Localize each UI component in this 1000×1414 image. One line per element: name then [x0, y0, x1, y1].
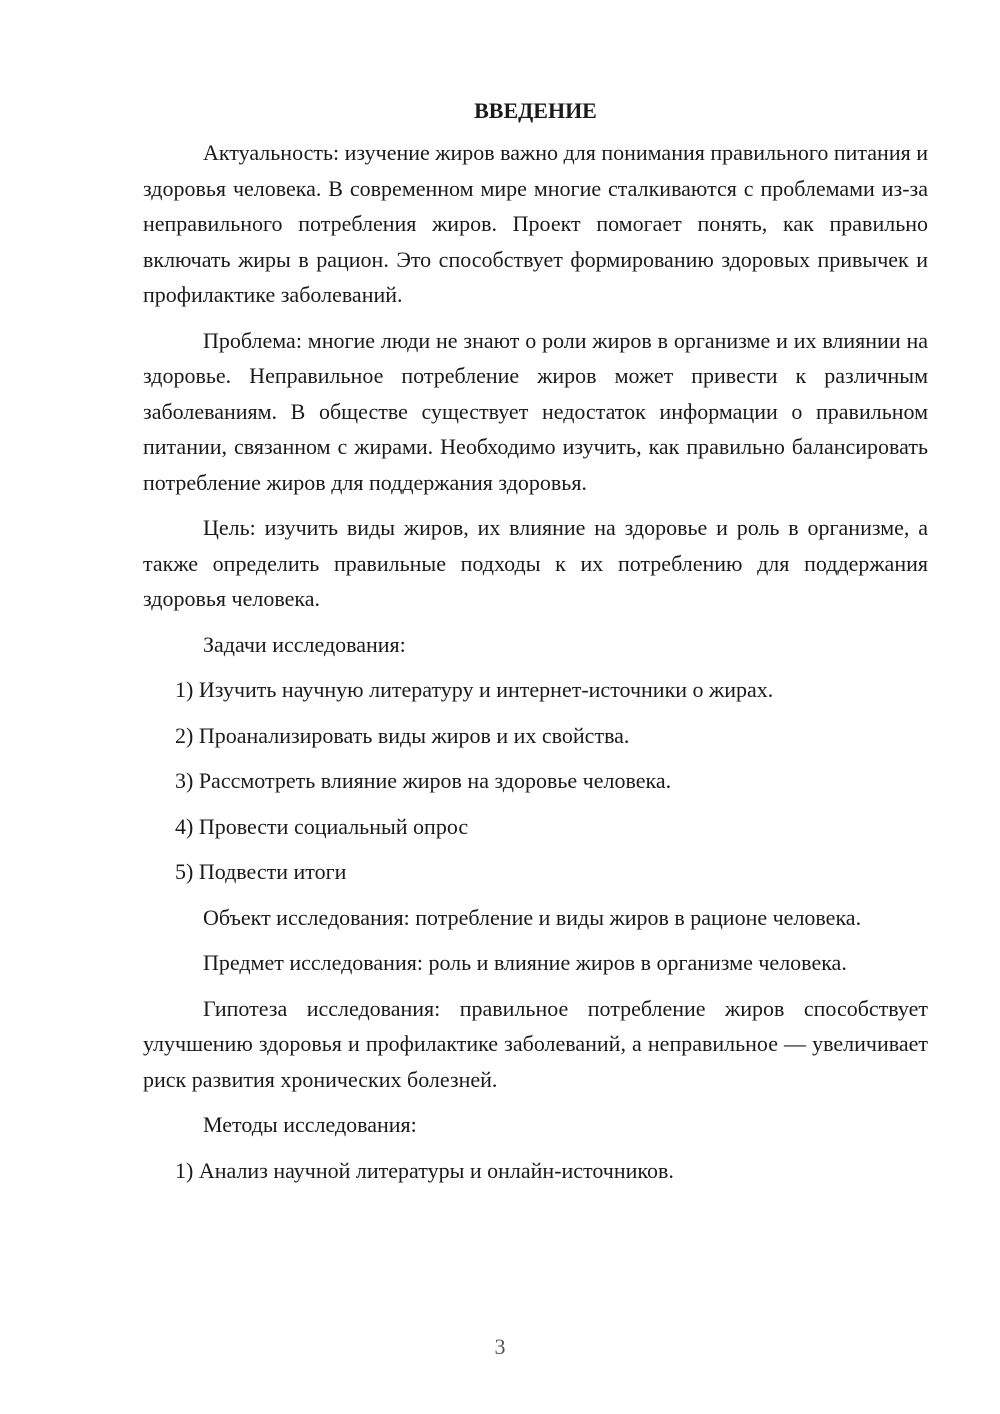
methods-list	[143, 1153, 928, 1189]
tasks-list	[143, 672, 928, 890]
list-item: 1) Анализ научной литературы и онлайн-источников.	[175, 1157, 674, 1183]
paragraph-object: Объект исследования: потребление и виды жиров в рационе человека.	[203, 904, 862, 930]
list-item: 5) Подвести итоги	[175, 859, 347, 884]
document-page	[143, 95, 928, 1198]
page-title: ВВЕДЕНИЕ	[474, 98, 597, 123]
paragraph-subject: Предмет исследования: роль и влияние жиров в организме человека.	[203, 950, 847, 975]
paragraph-relevance: Актуальность: изучение жиров важно для понимания правильного питания и здоровья человека. В современном мире многие сталкиваются с проблемами из-за неправильного потребления жиров. Проект помогает понять, как правильно включать жиры в рацион. Это способствует формированию здоровых привычек и профилактике заболеваний.	[143, 140, 928, 307]
list-item: 1) Изучить научную литературу и интернет-источники о жирах.	[175, 677, 774, 702]
list-item: 2) Проанализировать виды жиров и их свойства.	[175, 722, 630, 748]
tasks-heading: Задачи исследования:	[203, 631, 406, 657]
paragraph-problem: Проблема: многие люди не знают о роли жиров в организме и их влиянии на здоровье. Неправильное потребление жиров может привести к различным заболеваниям. В обществе существует недостаток информации о правильном питании, связанном с жирами. Необходимо изучить, как правильно балансировать потребление жиров для поддержания здоровья.	[143, 327, 928, 495]
paragraph-goal: Цель: изучить виды жиров, их влияние на здоровье и роль в организме, а также определить правильные подходы к их потреблению для поддержания здоровья человека.	[143, 515, 928, 611]
paragraph-hypothesis: Гипотеза исследования: правильное потребление жиров способствует улучшению здоровья и профилактике заболеваний, а неправильное — увеличивает риск развития хронических болезней.	[143, 995, 928, 1092]
methods-heading: Методы исследования:	[203, 1112, 417, 1137]
list-item: 3) Рассмотреть влияние жиров на здоровье человека.	[175, 768, 672, 793]
page-number: 3	[494, 1334, 506, 1359]
list-item: 4) Провести социальный опрос	[175, 813, 469, 839]
